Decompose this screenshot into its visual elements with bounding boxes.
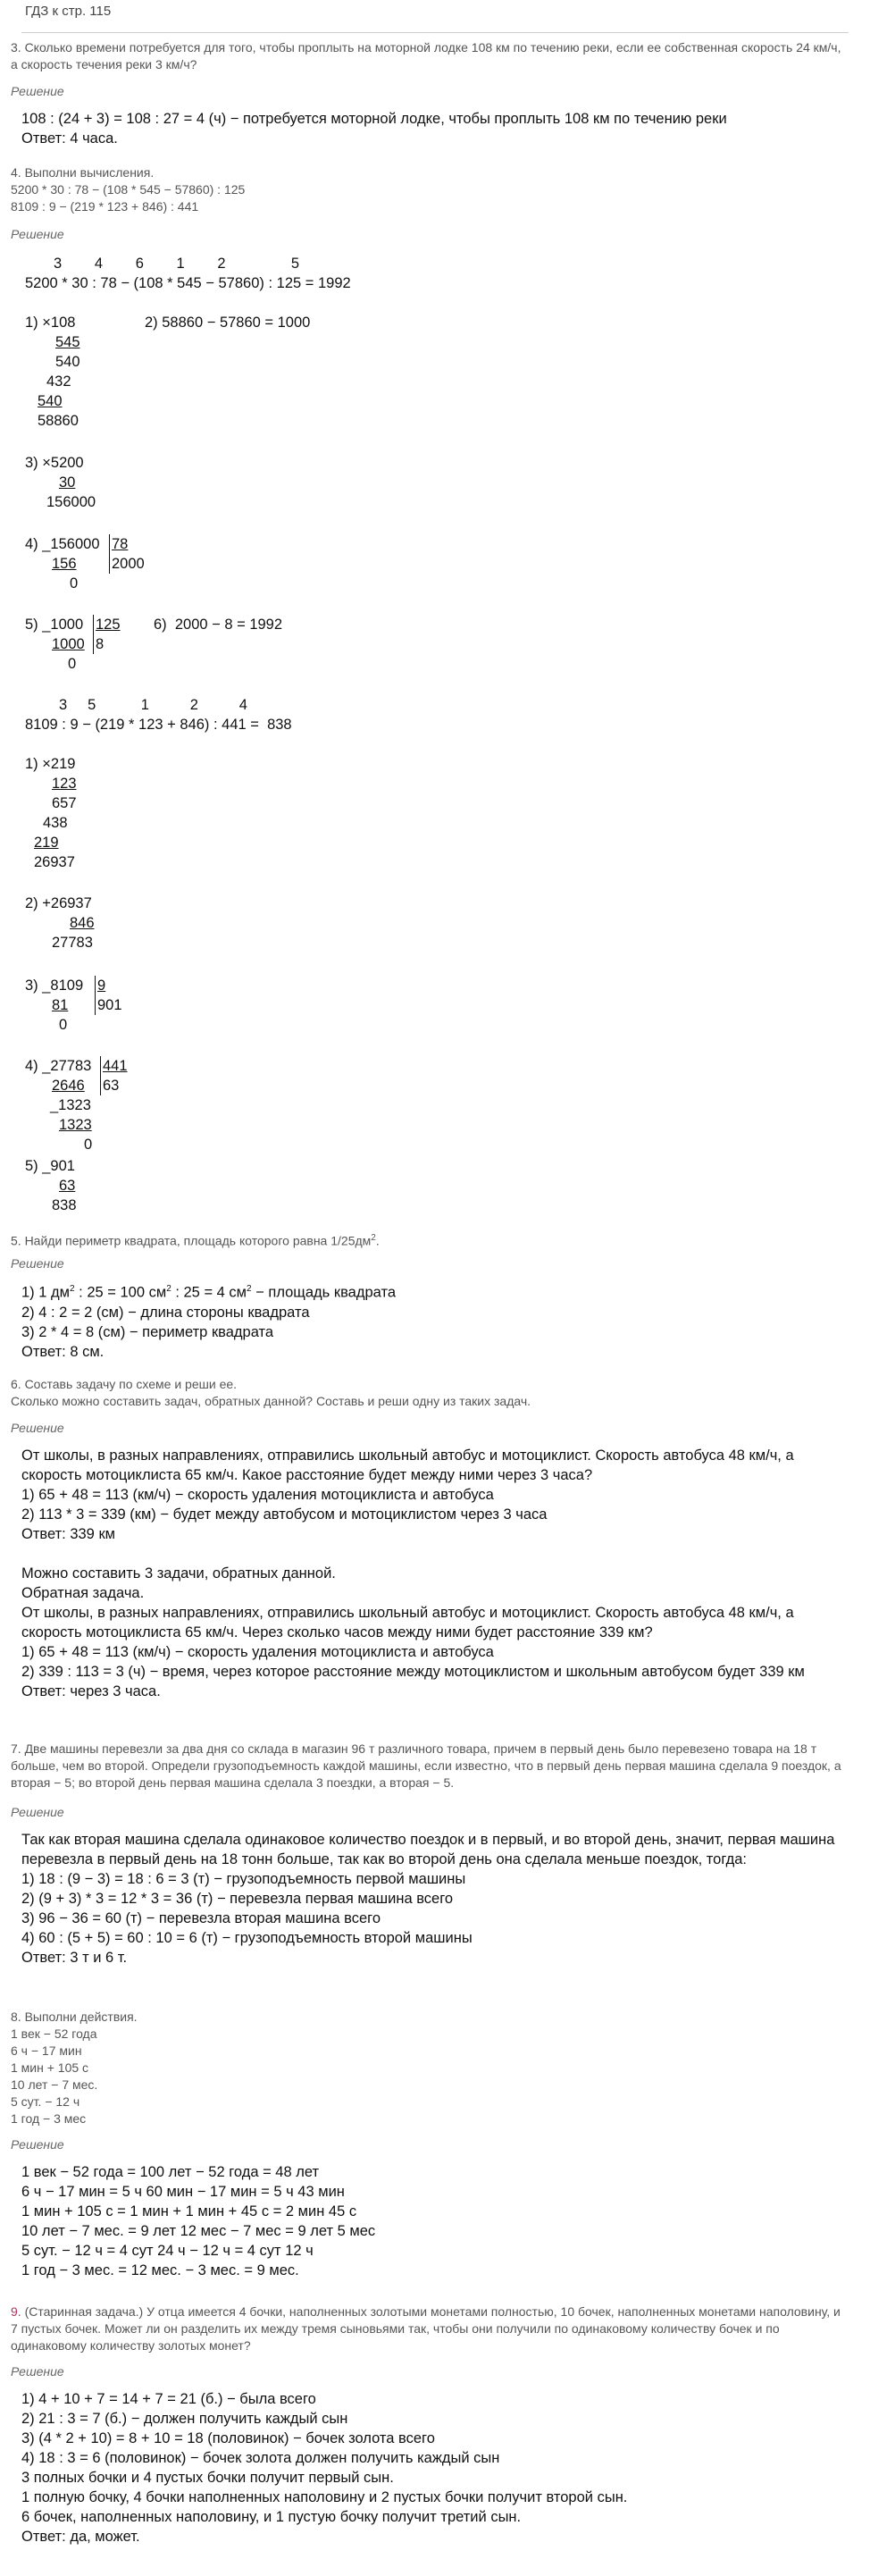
divisor: 9 — [95, 976, 105, 995]
subtrahend: 1000 — [52, 636, 85, 652]
c2-label: 2) +26937 — [25, 895, 92, 911]
partial-dividend: _1323 — [50, 1097, 91, 1113]
solution-line: 1) 65 + 48 = 113 (км/ч) − скорость удаления мотоциклиста и автобуса — [21, 1644, 494, 1660]
step6: 6) 2000 − 8 = 1992 — [154, 617, 283, 633]
partial-product: 657 — [52, 795, 77, 811]
solution-line: 3 полных бочки и 4 пустых бочки получит первый сын. — [21, 2470, 394, 2486]
divisor: 441 — [100, 1056, 128, 1076]
multiplier: 545 — [55, 334, 80, 350]
partial-product: 438 — [43, 815, 68, 831]
question-line: 1 мин + 105 с — [11, 2060, 89, 2075]
c4-dividend: 4) _27783 — [25, 1058, 92, 1074]
expr2: 8109 : 9 − (219 * 123 + 846) : 441 = 838 — [25, 717, 292, 733]
solution-label: Решение — [11, 2137, 64, 2152]
addend: 846 — [70, 915, 95, 931]
remainder: 0 — [59, 1017, 68, 1033]
expr1: 5200 * 30 : 78 − (108 * 545 − 57860) : 125 = 1992 — [25, 275, 351, 291]
solution-line: 10 лет − 7 мес. = 9 лет 12 мес − 7 мес = 9 лет 5 мес — [21, 2223, 376, 2239]
solution-label: Решение — [11, 84, 64, 98]
subtrahend: 156 — [52, 556, 77, 572]
quotient: 901 — [95, 995, 122, 1015]
solution-line: 2) (9 + 3) * 3 = 12 * 3 = 36 (т) − перевезла первая машина всего — [21, 1891, 454, 1907]
solution-line: 1 год − 3 мес. = 12 мес. − 3 мес. = 9 мес. — [21, 2262, 299, 2278]
multiplier: 30 — [59, 474, 76, 491]
solution-line: 1 полную бочку, 4 бочки наполненных наполовину и 2 пустых бочки получит второй сын. — [21, 2489, 628, 2505]
remainder: 0 — [84, 1137, 93, 1153]
text: 1) 1 дм — [21, 1284, 70, 1301]
partial-product: 540 — [55, 354, 80, 370]
solution-line: 1 век − 52 года = 100 лет − 52 года = 48 лет — [21, 2164, 320, 2180]
solution-line: 2) 4 : 2 = 2 (см) − длина стороны квадрата — [21, 1304, 310, 1321]
quotient: 63 — [100, 1076, 119, 1095]
expr2-order-numbers: 3 5 1 2 4 — [59, 697, 247, 713]
question-line: 5200 * 30 : 78 − (108 * 545 − 57860) : 125 — [11, 182, 246, 197]
question-line: 6 ч − 17 мин — [11, 2043, 82, 2058]
solution-line: Ответ: 339 км — [21, 1526, 116, 1542]
question-line: 6. Составь задачу по схеме и реши ее. — [11, 1377, 238, 1391]
question-line: 8109 : 9 − (219 * 123 + 846) : 441 — [11, 199, 199, 214]
solution-line: Ответ: через 3 часа. — [21, 1683, 161, 1699]
subtrahend: 2646 — [52, 1078, 85, 1094]
task6-question — [11, 1376, 850, 1410]
product: 58860 — [38, 413, 79, 429]
solution-line: От школы, в разных направлениях, отправились школьный автобус и мотоциклист. Скорость автобуса 48 км/ч, а скорость мотоциклиста 65 км/ч. Какое расстояние будет между ними через 3 часа? — [21, 1447, 794, 1483]
title-divider — [21, 32, 849, 33]
solution-line: 2) 339 : 113 = 3 (ч) − время, через которое расстояние между мотоциклистом и школьным автобусом будет 339 км — [21, 1664, 805, 1680]
text: : 25 = 100 см — [74, 1284, 167, 1301]
step4-dividend: 4) _156000 — [25, 536, 100, 552]
superscript: 2 — [371, 1233, 376, 1243]
subtrahend: 63 — [59, 1178, 76, 1194]
c5-label: 5) _901 — [25, 1158, 75, 1174]
partial-product: 432 — [46, 373, 71, 390]
difference: 838 — [52, 1197, 77, 1213]
task9-solution — [21, 2389, 627, 2547]
subtrahend: 81 — [52, 997, 69, 1013]
superscript: 2 — [166, 1284, 171, 1294]
solution-line: Можно составить 3 задачи, обратных данной. — [21, 1565, 336, 1582]
solution-line: 2) 113 * 3 = 339 (км) − будет между автобусом и мотоциклистом через 3 часа — [21, 1506, 548, 1523]
divisor: 78 — [109, 534, 128, 554]
multiplier: 123 — [52, 776, 77, 792]
product: 26937 — [34, 854, 75, 870]
solution-label: Решение — [11, 1805, 64, 1819]
solution-line: 1) 65 + 48 = 113 (км/ч) − скорость удаления мотоциклиста и автобуса — [21, 1487, 494, 1503]
remainder: 0 — [70, 575, 79, 592]
solution-line: 5 сут. − 12 ч = 4 сут 24 ч − 12 ч = 4 сут 12 ч — [21, 2243, 314, 2259]
question-line: Сколько можно составить задач, обратных данной? Составь и реши одну из таких задач. — [11, 1394, 531, 1408]
remainder: 0 — [68, 656, 77, 672]
task-number: 9. — [11, 2304, 21, 2319]
solution-line: 4) 18 : 3 = 6 (половинок) − бочек золота должен получить каждый сын — [21, 2450, 500, 2466]
solution-line: 3) 96 − 36 = 60 (т) − перевезла вторая машина всего — [21, 1910, 381, 1926]
task6-solution — [21, 1446, 852, 1701]
question-line: 4. Выполни вычисления. — [11, 165, 155, 180]
solution-line: 2) 21 : 3 = 7 (б.) − должен получить каждый сын — [21, 2411, 348, 2427]
page-title: ГДЗ к стр. 115 — [25, 4, 112, 19]
partial-product: 540 — [38, 393, 63, 409]
solution-line: Ответ: 4 часа. — [21, 130, 118, 147]
question-text: (Старинная задача.) У отца имеется 4 бочки, наполненных золотыми монетами полностью, 10 бочек, наполненных монетами наполовину, и 7 пустых бочек. Может ли он разделить их между тремя сыновьями так, чтобы они получили по одинаковому количеству бочек и по одинаковому количеству золотых монет? — [11, 2304, 841, 2353]
solution-label: Решение — [11, 227, 64, 241]
solution-label: Решение — [11, 1256, 64, 1271]
superscript: 2 — [247, 1284, 252, 1294]
task8-solution — [21, 2162, 375, 2280]
question-line: 5 сут. − 12 ч — [11, 2094, 80, 2109]
text: : 25 = 4 см — [171, 1284, 247, 1301]
superscript: 2 — [70, 1284, 75, 1294]
task7-question: 7. Две машины перевезли за два дня со склада в магазин 96 т различного товара, причем в первый день было перевезено товара на 18 т больше, чем во второй. Определи грузоподъемность каждой машины, если известно, что в первый день первая машина сделала 9 поездок, а вторая − 5; во второй день первая машина сделала 3 поездки, а вторая − 5. — [11, 1741, 841, 1790]
divisor: 125 — [93, 615, 121, 634]
solution-line: 6 бочек, наполненных наполовину, и 1 пустую бочку получит третий сын. — [21, 2509, 522, 2525]
c1-label: 1) ×219 — [25, 756, 76, 772]
solution-line: 6 ч − 17 мин = 5 ч 60 мин − 17 мин = 5 ч 43 мин — [21, 2184, 345, 2200]
step2: 2) 58860 − 57860 = 1000 — [145, 315, 311, 331]
solution-line: Ответ: 8 см. — [21, 1343, 105, 1360]
task4-question — [11, 164, 850, 215]
solution-line: 4) 60 : (5 + 5) = 60 : 10 = 6 (т) − грузоподъемность второй машины — [21, 1930, 473, 1946]
sum: 27783 — [52, 935, 93, 951]
solution-line: 3) 2 * 4 = 8 (см) − периметр квадрата — [21, 1323, 274, 1340]
solution-line: Так как вторая машина сделала одинаковое количество поездок и в первый, и во второй день, значит, первая машина перевезла в первый день на 18 тонн больше, так как во второй день она сделала меньше поездок, тогда: — [21, 1832, 835, 1867]
question-line: 1 год − 3 мес — [11, 2111, 87, 2126]
step1-label: 1) ×108 — [25, 315, 76, 331]
subtrahend: 1323 — [59, 1117, 92, 1133]
question-line: 8. Выполни действия. — [11, 2010, 138, 2024]
task8-question — [11, 2009, 850, 2127]
quotient: 8 — [93, 634, 104, 654]
solution-line: Ответ: да, может. — [21, 2529, 140, 2545]
solution-line: 108 : (24 + 3) = 108 : 27 = 4 (ч) − потребуется моторной лодке, чтобы проплыть 108 км по течению реки — [21, 111, 727, 127]
task7-solution — [21, 1830, 852, 1968]
blank-line — [21, 1544, 852, 1564]
solution-line: 1 мин + 105 с = 1 мин + 1 мин + 45 с = 2 мин 45 с — [21, 2203, 357, 2219]
expr1-order-numbers: 3 4 6 1 2 5 — [54, 256, 300, 272]
task5-solution — [21, 1280, 396, 1362]
question-text: 5. Найди периметр квадрата, площадь которого равна 1/25дм — [11, 1233, 372, 1248]
solution-line — [21, 1280, 396, 1303]
product: 156000 — [46, 494, 96, 510]
c3-dividend: 3) _8109 — [25, 978, 84, 994]
solution-line: Обратная задача. — [21, 1585, 145, 1601]
question-line: 10 лет − 7 мес. — [11, 2077, 98, 2092]
solution-label: Решение — [11, 1421, 64, 1435]
solution-line: От школы, в разных направлениях, отправились школьный автобус и мотоциклист. Скорость автобуса 48 км/ч, а скорость мотоциклиста 65 км/ч. Через сколько часов между ними будет расстояние 339 км? — [21, 1605, 794, 1640]
partial-product: 219 — [34, 835, 59, 851]
solution-line: Ответ: 3 т и 6 т. — [21, 1950, 128, 1966]
quotient: 2000 — [109, 554, 145, 574]
solution-line: 1) 18 : (9 − 3) = 18 : 6 = 3 (т) − грузоподъемность первой машины — [21, 1871, 466, 1887]
solution-label: Решение — [11, 2364, 64, 2379]
solution-line: 1) 4 + 10 + 7 = 14 + 7 = 21 (б.) − была всего — [21, 2391, 316, 2407]
question-line: 1 век − 52 года — [11, 2026, 97, 2041]
step5-dividend: 5) _1000 — [25, 617, 84, 633]
task9-question — [11, 2303, 850, 2354]
task3-solution — [21, 109, 727, 148]
task5-question: 5. Найди периметр квадрата, площадь которого равна $1/25дм^2$. — [11, 1233, 380, 1248]
text: − площадь квадрата — [251, 1284, 397, 1301]
task3-question: 3. Сколько времени потребуется для того, чтобы проплыть на моторной лодке 108 км по течению реки, если ее собственная скорость 24 км/ч, а скорость течения реки 3 км/ч? — [11, 40, 841, 71]
step3-label: 3) ×5200 — [25, 455, 84, 471]
solution-line: 3) (4 * 2 + 10) = 8 + 10 = 18 (половинок) − бочек золота всего — [21, 2430, 435, 2446]
